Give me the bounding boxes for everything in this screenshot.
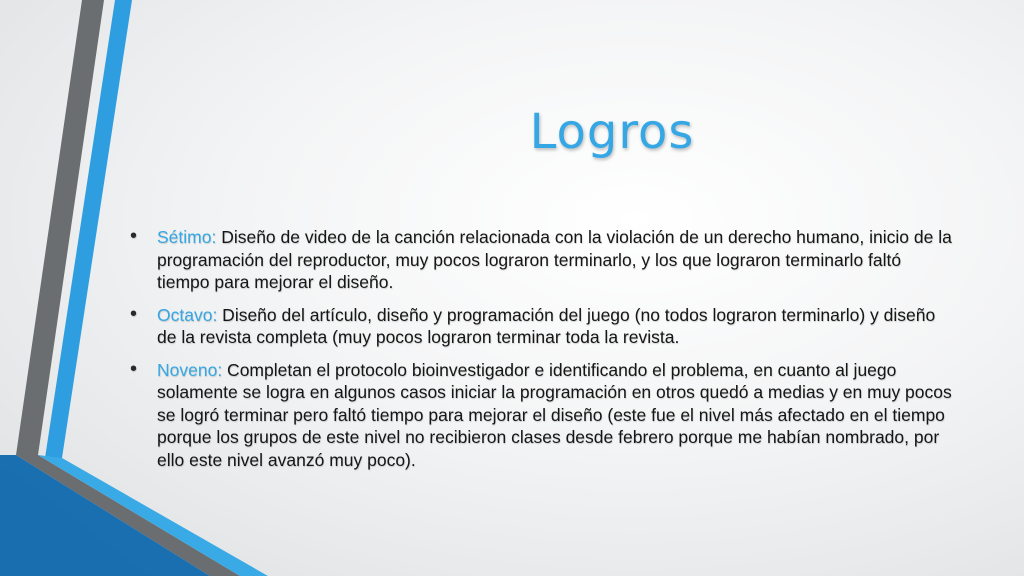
- bullet-item-noveno: [128, 359, 958, 472]
- bullet-term: Sétimo:: [157, 227, 217, 247]
- bullet-text: Completan el protocolo bioinvestigador e identificando el problema, en cuanto al juego solamente se logra en algunos casos iniciar la programación en otros quedó a medias y en muy pocos se logró terminar pero faltó tiempo para mejorar el diseño (este fue el nivel más afectado en el tiempo porque los grupos de este nivel no recibieron clases desde febrero porque me habían nombrado, por ello este nivel avanzó muy poco).: [157, 359, 952, 470]
- bullet-icon: •: [130, 302, 138, 325]
- bullet-item-octavo: [128, 304, 958, 349]
- bullet-icon: •: [130, 357, 138, 380]
- bullet-list: [128, 226, 958, 481]
- bullet-icon: •: [130, 225, 138, 247]
- bullet-term: Octavo:: [157, 304, 218, 325]
- bullet-item-setimo: [128, 226, 958, 294]
- bullet-term: Noveno:: [157, 359, 223, 380]
- slide-title: Logros: [529, 104, 695, 160]
- bullet-text: Diseño del artículo, diseño y programación del juego (no todos lograron terminarlo) y diseño de la revista completa (muy pocos lograron terminar toda la revista.: [157, 304, 936, 347]
- bullet-text: Diseño de video de la canción relacionada con la violación de un derecho humano, inicio de la programación del reproductor, muy pocos lograron terminarlo, y los que lograron terminarlo faltó tiempo para mejorar el diseño.: [157, 227, 952, 292]
